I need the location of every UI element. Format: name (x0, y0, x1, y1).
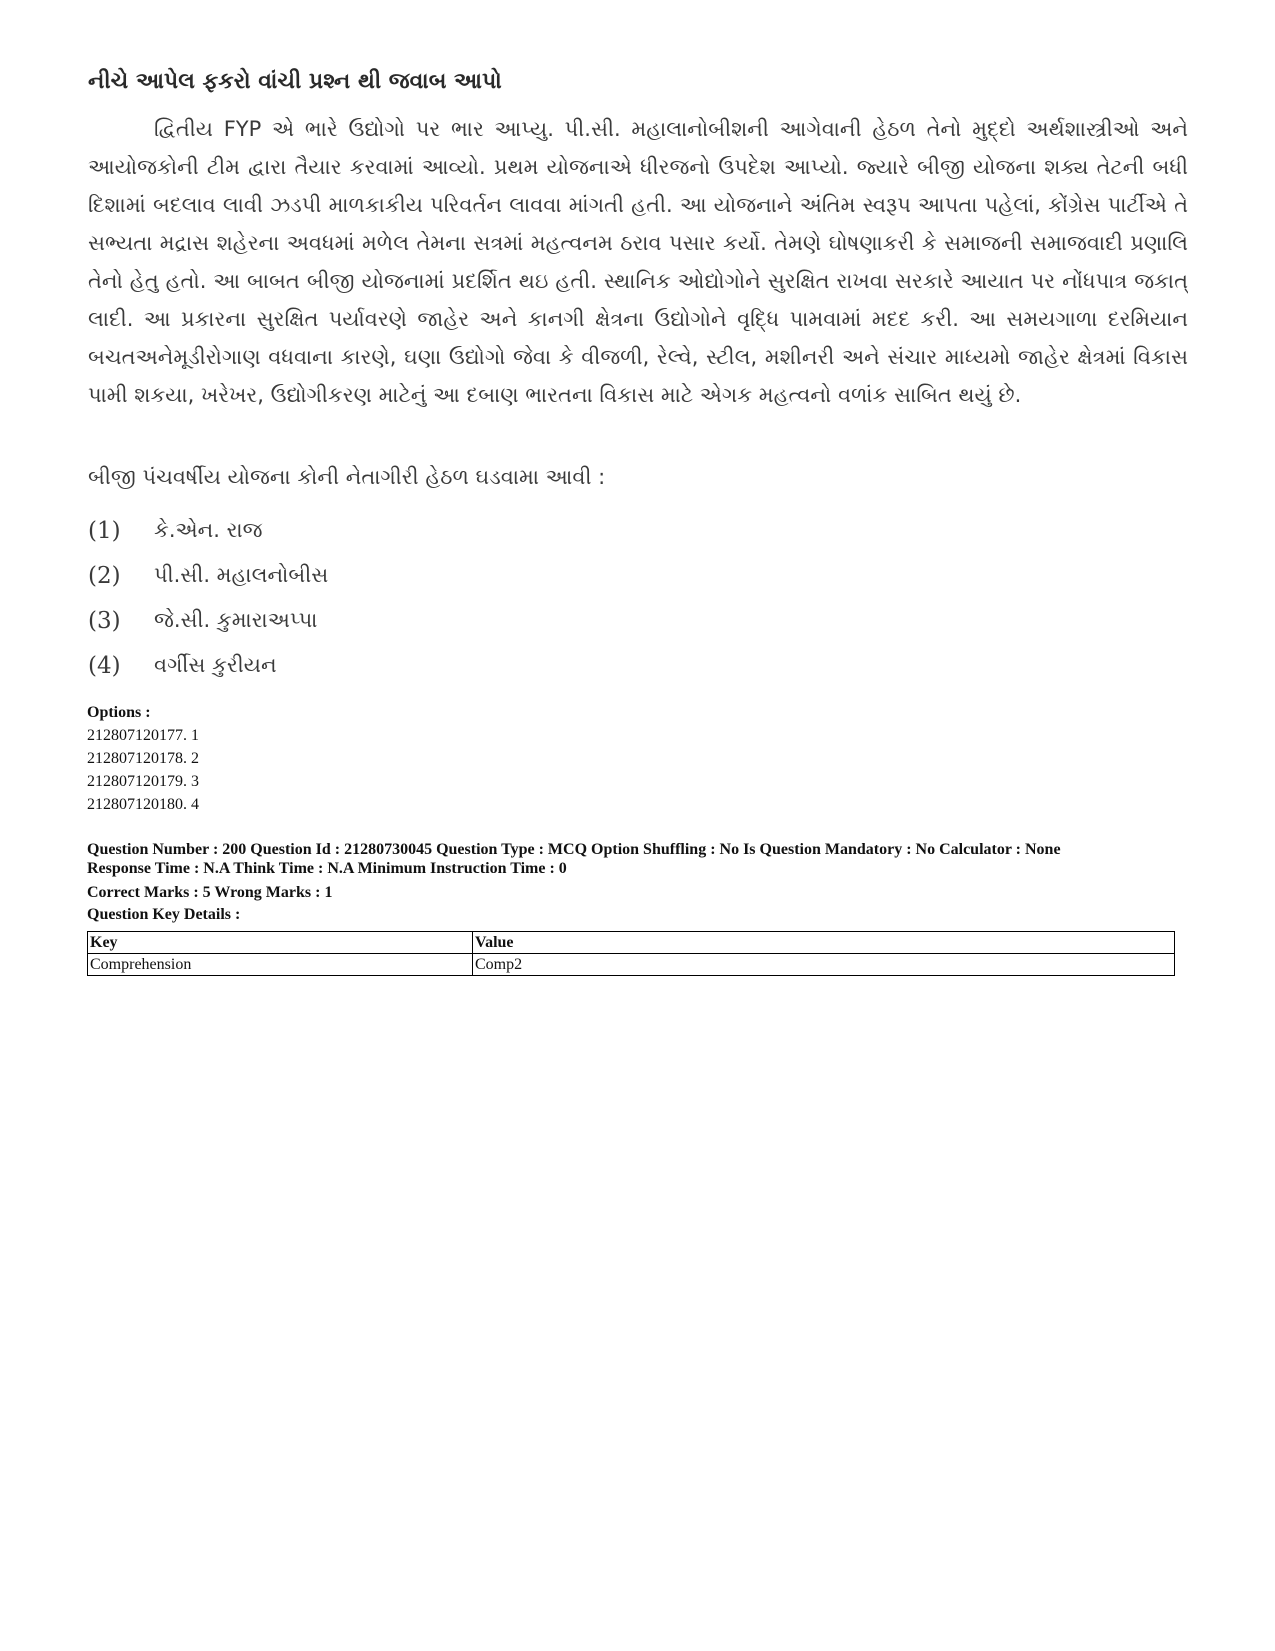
question-choices (88, 508, 1188, 688)
table-cell-key: Comprehension (88, 954, 473, 976)
choice-2 (88, 553, 1188, 598)
options-label: Options : (87, 704, 151, 721)
choice-number: (2) (88, 562, 121, 589)
option-id-1: 212807120177. 1 (87, 727, 199, 744)
option-id-4: 212807120180. 4 (87, 796, 199, 813)
table-cell-value: Comp2 (473, 954, 1175, 976)
table-row (88, 954, 1175, 976)
response-time-line: Response Time : N.A Think Time : N.A Minimum Instruction Time : 0 (87, 860, 567, 877)
choice-text: વર્ગીસ કુરીયન (154, 653, 277, 677)
choice-text: પી.સી. મહાલનોબીસ (154, 563, 329, 587)
table-header-row (88, 932, 1175, 954)
comprehension-image (88, 62, 1188, 688)
option-id-2: 212807120178. 2 (87, 750, 199, 767)
question-key-table (87, 931, 1175, 976)
choice-4 (88, 643, 1188, 688)
comprehension-heading: નીચે આપેલ ફકરો વાંચી પ્રશ્ન થી જવાબ આપો (88, 69, 502, 94)
table-header-value: Value (473, 932, 1175, 954)
options-section (87, 702, 1207, 816)
marks-line: Correct Marks : 5 Wrong Marks : 1 (87, 884, 333, 901)
choice-text: જે.સી. કુમારાઅપ્પા (154, 608, 318, 632)
choice-number: (4) (88, 652, 121, 679)
question-metadata (87, 840, 1227, 926)
choice-1 (88, 508, 1188, 553)
comprehension-paragraph: દ્વિતીય FYP એ ભારે ઉદ્યોગો પર ભાર આપ્યુ. પી.સી. મહાલાનોબીશની આગેવાની હેઠળ તેનો મુદ્દો અર્થશાસ્ત્રીઓ અને આયોજકોની ટીમ દ્વારા તૈયાર કરવામાં આવ્યો. પ્રથમ યોજનાએ ધીરજનો ઉપદેશ આપ્યો. જ્યારે બીજી યોજના શક્ય તેટની બધી દિશામાં બદલાવ લાવી ઝડપી માળકાકીય પરિવર્તન લાવવા માંગતી હતી. આ યોજનાને અંતિમ સ્વરૂપ આપતા પહેલાં, કોંગ્રેસ પાર્ટીએ તે સભ્યતા મદ્રાસ શહેરના અવધમાં મળેલ તેમના સત્રમાં મહત્વનમ ઠરાવ પસાર કર્યો. તેમણે ઘોષણાકરી કે સમાજની સમાજવાદી પ્રણાલિ તેનો હેતુ હતો. આ બાબત બીજી યોજનામાં પ્રદર્શિત થઇ હતી. સ્થાનિક ઓદ્યોગોને સુરક્ષિત રાખવા સરકારે આયાત પર નોંધપાત્ર જકાત્ લાદી. આ પ્રકારના સુરક્ષિત પર્યાવરણે જાહેર અને કાનગી ક્ષેત્રના ઉદ્યોગોને વૃદ્ધિ પામવામાં મદદ કરી. આ સમયગાળા દરમિયાન બચતઅનેમૂડીરોગાણ વધવાના કારણે, ઘણા ઉદ્યોગો જેવા કે વીજળી, રેલ્વે, સ્ટીલ, મશીનરી અને સંચાર માધ્યમો જાહેર ક્ષેત્રમાં વિકાસ પામી શકયા, ખરેખર, ઉદ્યોગીકરણ માટેનું આ દબાણ ભારતના વિકાસ માટે એગક મહત્વનો વળાંક સાબિત થયું છે. (88, 117, 1188, 407)
question-info-line: Question Number : 200 Question Id : 21280730045 Question Type : MCQ Option Shuffling : No Is Question Mandatory : No Calculator : None (87, 841, 1061, 858)
option-id-3: 212807120179. 3 (87, 773, 199, 790)
choice-text: કે.એન. રાજ (154, 518, 263, 542)
key-details-label: Question Key Details : (87, 906, 241, 923)
table-header-key: Key (88, 932, 473, 954)
choice-3 (88, 598, 1188, 643)
choice-number: (3) (88, 607, 121, 634)
choice-number: (1) (88, 517, 121, 544)
question-text: બીજી પંચવર્ષીય યોજના કોની નેતાગીરી હેઠળ ઘડવામા આવી : (88, 465, 606, 489)
